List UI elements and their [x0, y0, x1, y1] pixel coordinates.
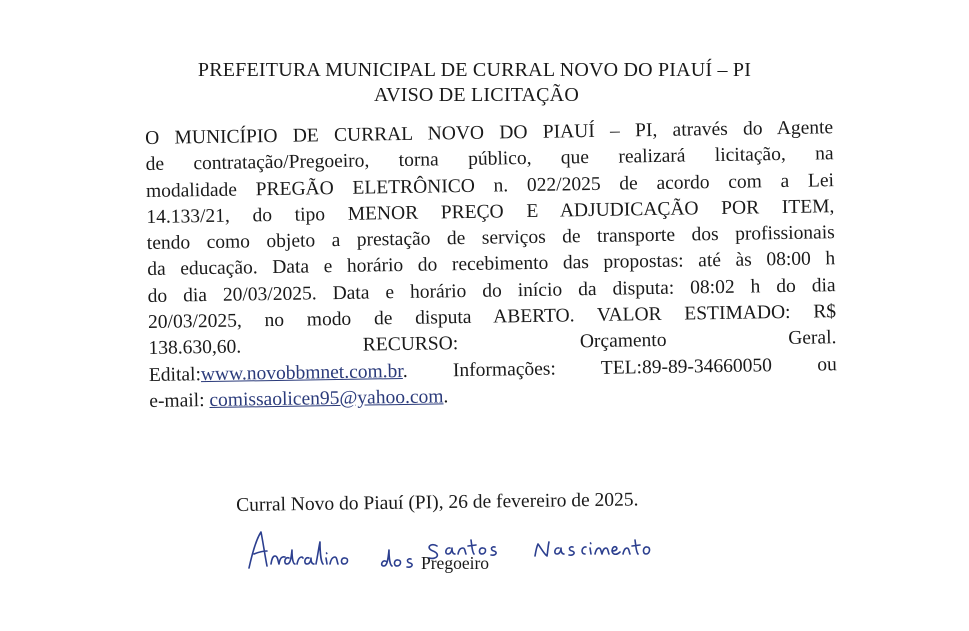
- edital-link[interactable]: www.novobbmnet.com.br: [200, 360, 403, 385]
- body-line: da educação. Data e horário do recebimento das propostas: até às 08:00 h: [147, 248, 836, 281]
- email-label: e-mail:: [149, 389, 210, 412]
- edital-label: Edital:: [148, 363, 202, 386]
- city-date: Curral Novo do Piauí (PI), 26 de fevereiro de 2025.: [236, 489, 639, 516]
- body-line: tendo como objeto a prestação de serviços de transporte dos profissionais: [146, 222, 835, 255]
- body-line: 20/03/2025, no modo de disputa ABERTO. VALOR ESTIMADO: R$: [147, 301, 837, 334]
- body-line: de contratação/Pregoeiro, torna público, que realizará licitação, na: [145, 143, 834, 176]
- body-line: do dia 20/03/2025. Data e horário do início da disputa: 08:02 h do dia: [147, 274, 836, 307]
- header-subtitle: AVISO DE LICITAÇÃO: [374, 84, 579, 106]
- body-line: 14.133/21, do tipo MENOR PREÇO E ADJUDICAÇÃO POR ITEM,: [146, 196, 835, 228]
- header-title: PREFEITURA MUNICIPAL DE CURRAL NOVO DO PIAUÍ – PI: [197, 59, 752, 81]
- email-period: .: [443, 386, 449, 408]
- body-line: 138.630,60. RECURSO: Orçamento Geral.: [148, 327, 837, 360]
- body-line: O MUNICÍPIO DE CURRAL NOVO DO PIAUÍ – PI, através do Agente: [145, 117, 834, 149]
- email-link[interactable]: comissaolicen95@yahoo.com: [209, 386, 444, 411]
- notice-body: [145, 115, 837, 415]
- info-phone: . Informações: TEL:89-89-34660050 ou: [402, 353, 837, 382]
- signer-role: Pregoeiro: [421, 553, 490, 573]
- body-line: modalidade PREGÃO ELETRÔNICO n. 022/2025 de acordo com a Lei: [145, 169, 835, 202]
